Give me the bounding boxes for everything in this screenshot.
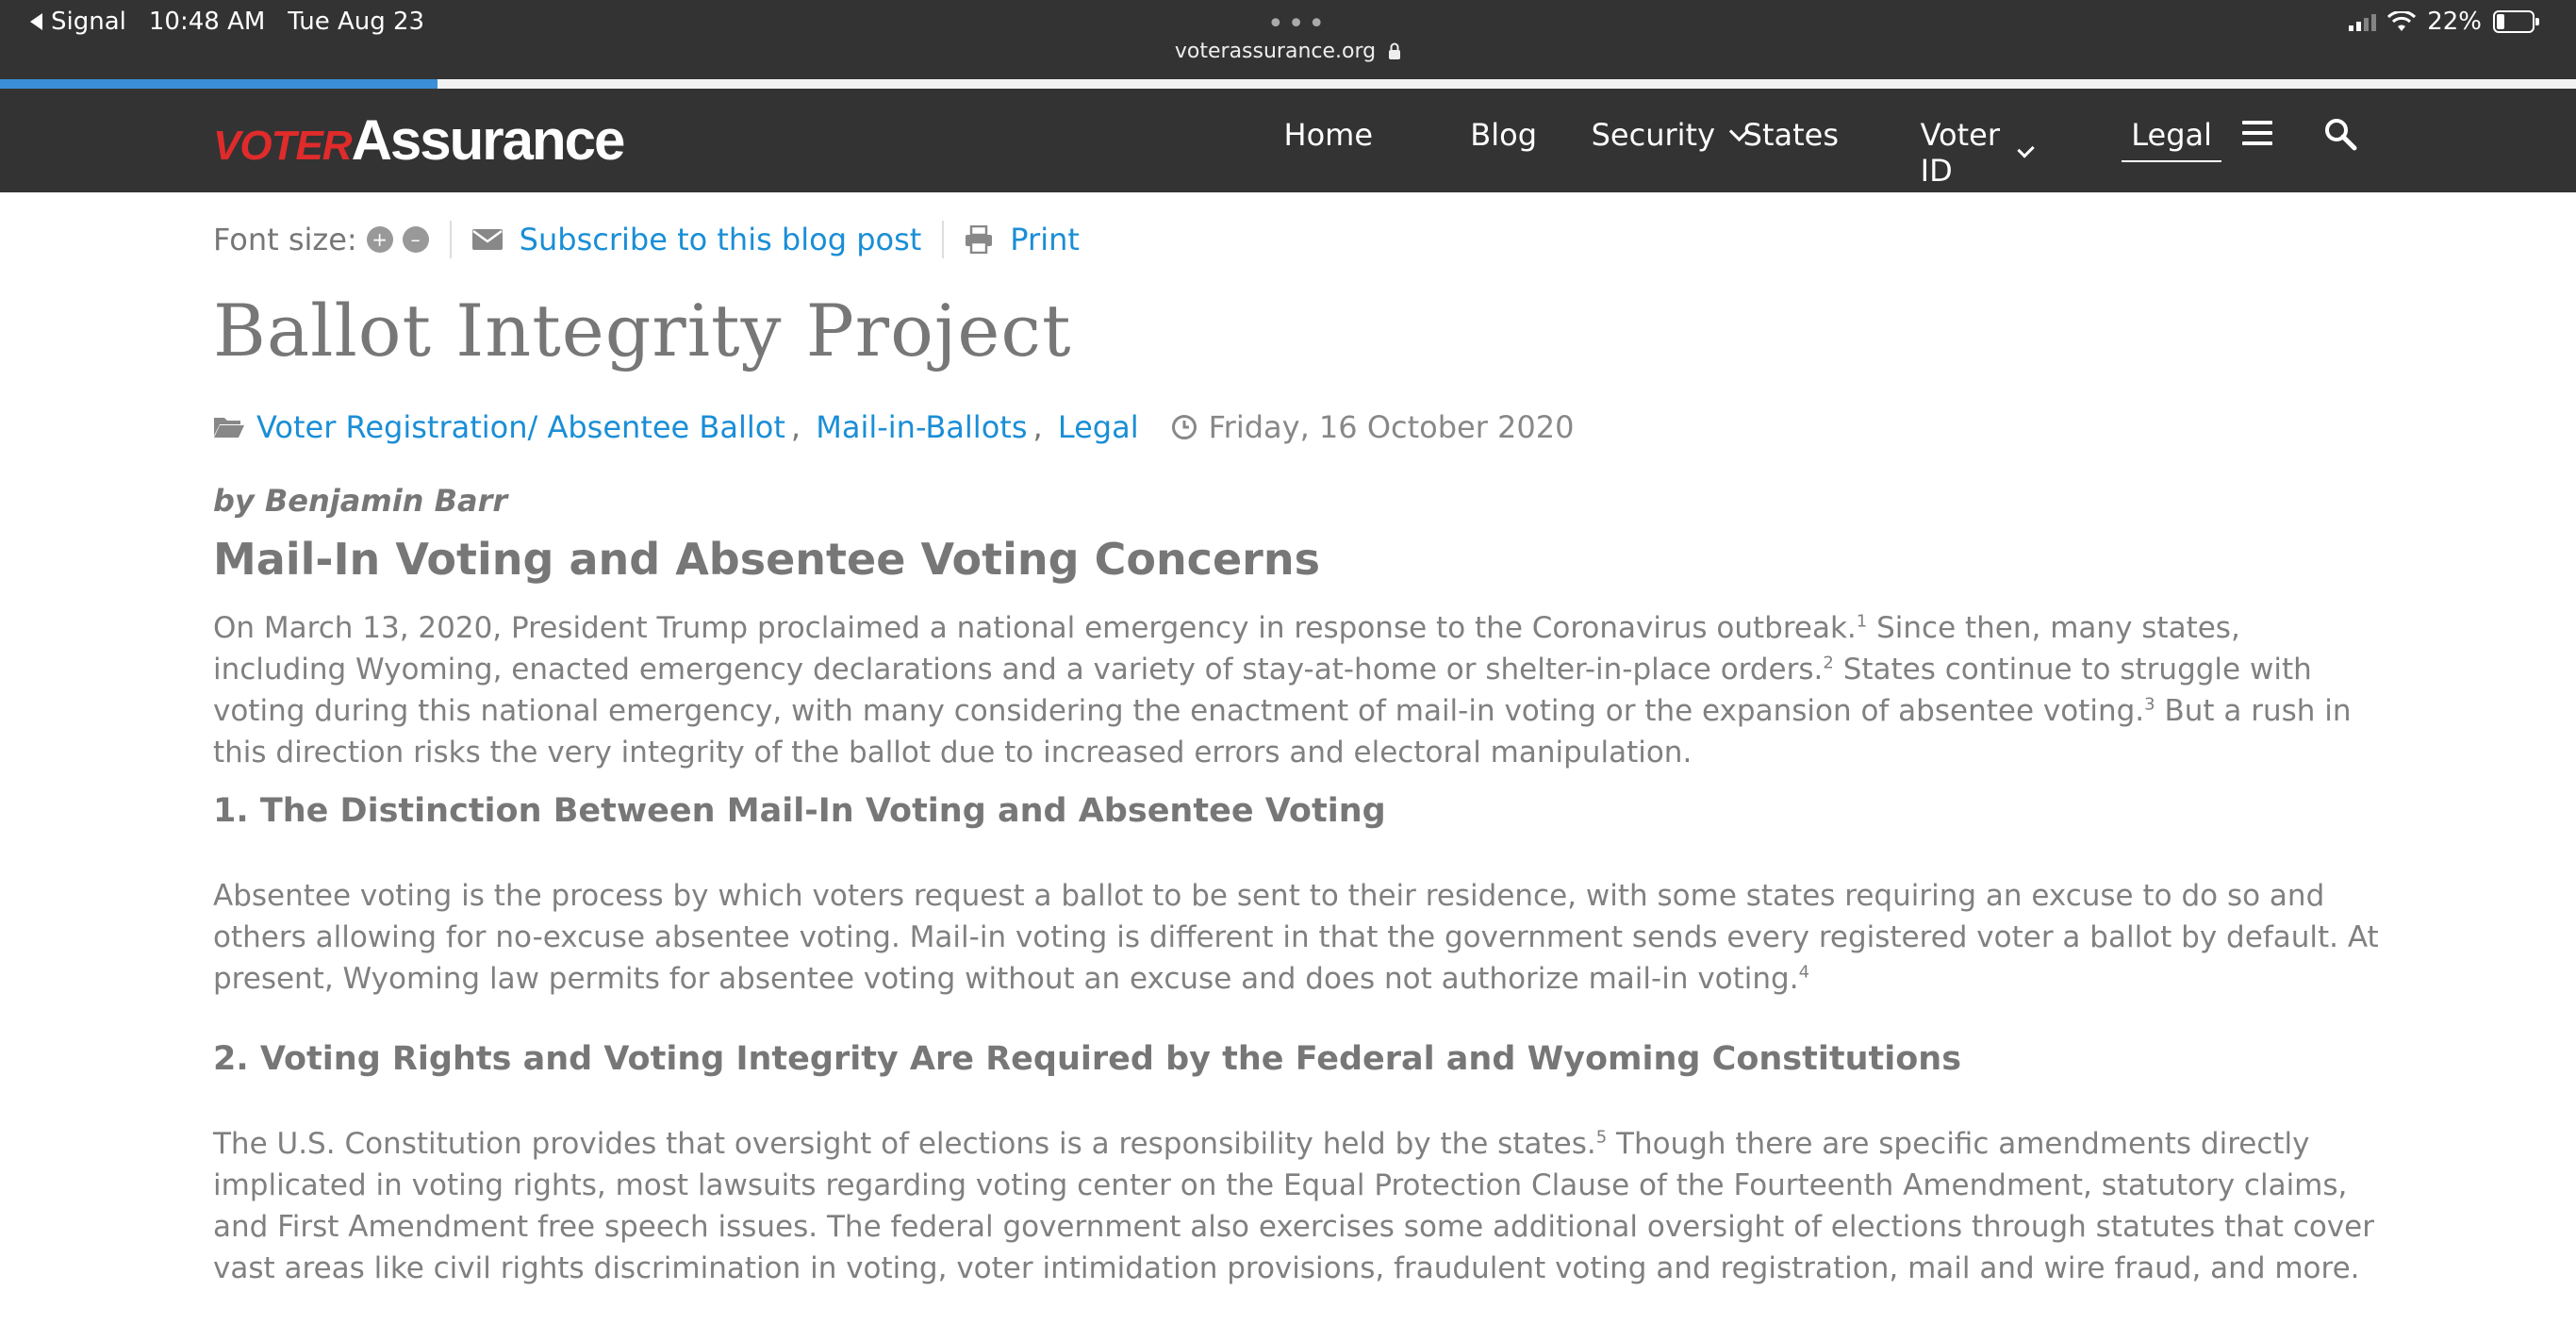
envelope-icon [472, 227, 503, 252]
category-link[interactable]: Mail-in-Ballots [816, 409, 1028, 445]
footnote-ref[interactable]: 1 [1856, 611, 1868, 632]
section-paragraph [213, 875, 2382, 1000]
nav-voter-id-label: Voter ID [1920, 117, 2000, 189]
address-bar[interactable] [0, 40, 2576, 63]
footnote-ref[interactable]: 4 [1798, 962, 1810, 983]
footnote-ref[interactable]: 2 [1823, 653, 1834, 673]
nav-voter-id[interactable] [1921, 117, 2031, 189]
section-heading: 1. The Distinction Between Mail-In Voting and Absentee Voting [213, 792, 1386, 830]
status-time: 10:48 AM [148, 8, 266, 36]
text-run: On March 13, 2020, President Trump proclaimed a national emergency in response to the Coronavirus outbreak. [213, 611, 1857, 645]
article-meta [213, 409, 1574, 445]
comma: , [1032, 409, 1052, 445]
wifi-icon [2387, 11, 2416, 32]
search-icon[interactable] [2323, 117, 2357, 151]
text-run: Since then, many states, including Wyoming, enacted emergency declarations and a variety of stay-at-home or shelter-in-place orders. [213, 611, 2240, 687]
chevron-down-icon [2017, 141, 2035, 158]
text-run: Though there are specific amendments directly implicated in voting rights, most lawsuits regarding voting center on the Equal Protection Clause of the Fourteenth Amendment, statutory claims, and First Amendment free speech issues. The federal government also exercises some additional oversight of elections through statutes that cover vast areas like civil rights discrimination in voting, voter intimidation provisions, fraudulent voting and registration, mail and wire fraud, and more. [213, 1127, 2374, 1285]
nav-security[interactable] [1592, 117, 1746, 153]
back-to-app-button[interactable] [30, 8, 126, 36]
folder-icon [213, 415, 245, 439]
text-run: But a rush in this direction risks the very integrity of the ballot due to increased errors and electoral manipulation. [213, 694, 2352, 770]
hamburger-icon[interactable] [2242, 121, 2272, 147]
nav-blog[interactable] [1470, 117, 1537, 153]
battery-percent: 22% [2427, 8, 2482, 36]
nav-home-label: Home [1283, 117, 1373, 153]
multitask-dots-icon[interactable]: ••• [1267, 8, 1329, 41]
url-text: voterassurance.org [1174, 40, 1377, 63]
article-title: Ballot Integrity Project [213, 289, 1072, 372]
battery-icon [2493, 10, 2535, 33]
status-date: Tue Aug 23 [288, 8, 425, 36]
site-logo[interactable] [213, 108, 623, 173]
font-size-label: Font size: [213, 222, 357, 257]
lock-icon [1388, 42, 1401, 59]
logo-assurance: Assurance [351, 108, 624, 172]
back-arrow-icon [30, 13, 43, 30]
nav-states-label: States [1742, 117, 1839, 153]
page-load-progress [0, 79, 2576, 89]
nav-blog-label: Blog [1470, 117, 1537, 153]
article-date: Friday, 16 October 2020 [1208, 409, 1575, 445]
section-paragraph [213, 1123, 2382, 1289]
cellular-signal-icon [2349, 12, 2376, 31]
comma: , [790, 409, 811, 445]
section-heading: 2. Voting Rights and Voting Integrity Are Required by the Federal and Wyoming Constitutions [213, 1040, 1962, 1078]
category-link[interactable]: Voter Registration/ Absentee Ballot [256, 409, 785, 445]
clock-icon [1171, 414, 1197, 440]
nav-states[interactable] [1743, 117, 1839, 153]
logo-voter: VOTER [213, 123, 352, 169]
text-run: States continue to struggle with voting during this national emergency, with many considering the enactment of mail-in voting or the expansion of absentee voting. [213, 653, 2312, 728]
site-header [0, 89, 2576, 192]
font-decrease-button[interactable]: – [403, 226, 429, 253]
nav-home[interactable] [1284, 117, 1374, 153]
font-increase-button[interactable]: + [367, 226, 393, 253]
category-link[interactable]: Legal [1057, 409, 1139, 445]
text-run: The U.S. Constitution provides that oversight of elections is a responsibility held by the states. [213, 1127, 1596, 1161]
nav-legal[interactable] [2122, 117, 2221, 162]
divider [450, 221, 452, 258]
status-bar [0, 0, 2576, 79]
article-heading: Mail-In Voting and Absentee Voting Concerns [213, 534, 1320, 585]
back-app-label: Signal [51, 8, 126, 36]
nav-security-label: Security [1591, 117, 1715, 153]
article-byline: by Benjamin Barr [213, 483, 508, 519]
divider [942, 221, 944, 258]
subscribe-link[interactable]: Subscribe to this blog post [519, 222, 922, 257]
article-tools [213, 221, 1080, 258]
print-link[interactable]: Print [1010, 222, 1080, 257]
intro-paragraph [213, 607, 2382, 773]
text-run: Absentee voting is the process by which voters request a ballot to be sent to their residence, with some states requiring an excuse to do so and others allowing for no-excuse absentee voting. Mail-in voting is different in that the government sends every registered voter a ballot by default. At present, Wyoming law permits for absentee voting without an excuse and does not authorize mail-in voting. [213, 879, 2379, 996]
printer-icon [965, 225, 993, 254]
footnote-ref[interactable]: 3 [2144, 694, 2155, 715]
footnote-ref[interactable]: 5 [1595, 1127, 1608, 1148]
nav-legal-label: Legal [2122, 117, 2221, 162]
